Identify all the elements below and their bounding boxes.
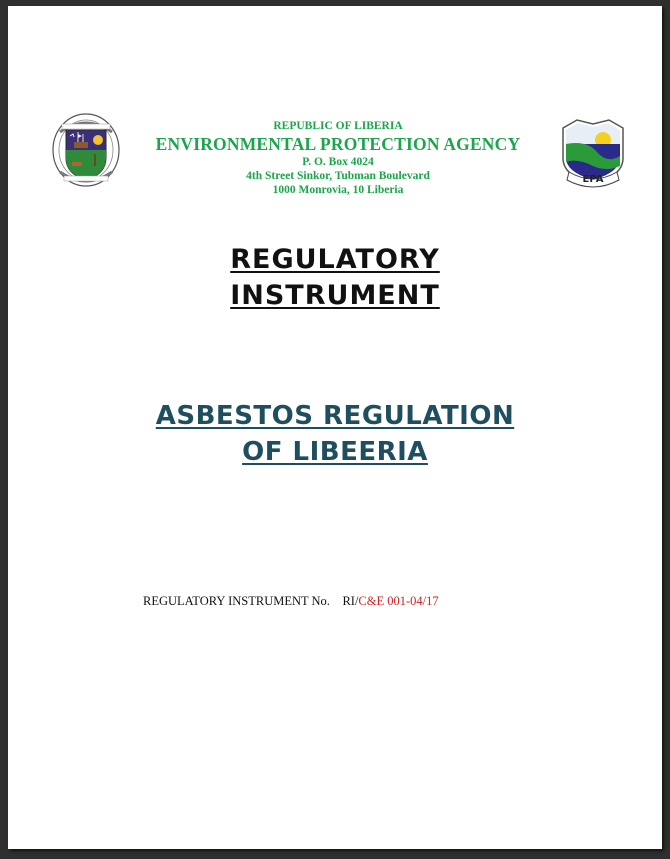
title-line-1: REGULATORY: [230, 244, 440, 275]
document-page: [8, 6, 662, 849]
agency-name: ENVIRONMENTAL PROTECTION AGENCY: [155, 134, 521, 154]
letterhead: [128, 119, 548, 197]
republic-heading: REPUBLIC OF LIBERIA: [273, 120, 403, 132]
regulation-title-line-1: ASBESTOS REGULATION: [155, 401, 515, 431]
city-address: 1000 Monrovia, 10 Liberia: [272, 184, 404, 196]
epa-logo-icon: [557, 114, 629, 190]
liberia-seal-icon: [50, 110, 122, 188]
po-box: P. O. Box 4024: [302, 156, 374, 168]
instrument-prefix: RI/: [342, 594, 359, 608]
document-title: [8, 242, 662, 314]
title-line-2: INSTRUMENT: [230, 280, 440, 311]
street-address: 4th Street Sinkor, Tubman Boulevard: [246, 170, 430, 182]
epa-logo-text: EPA: [582, 174, 604, 185]
instrument-code: C&E 001-04/17: [358, 594, 439, 608]
regulation-title: [8, 398, 662, 470]
regulation-title-line-2: OF LIBEERIA: [242, 437, 428, 467]
instrument-label: REGULATORY INSTRUMENT No.: [143, 594, 330, 608]
instrument-number: [143, 594, 439, 609]
